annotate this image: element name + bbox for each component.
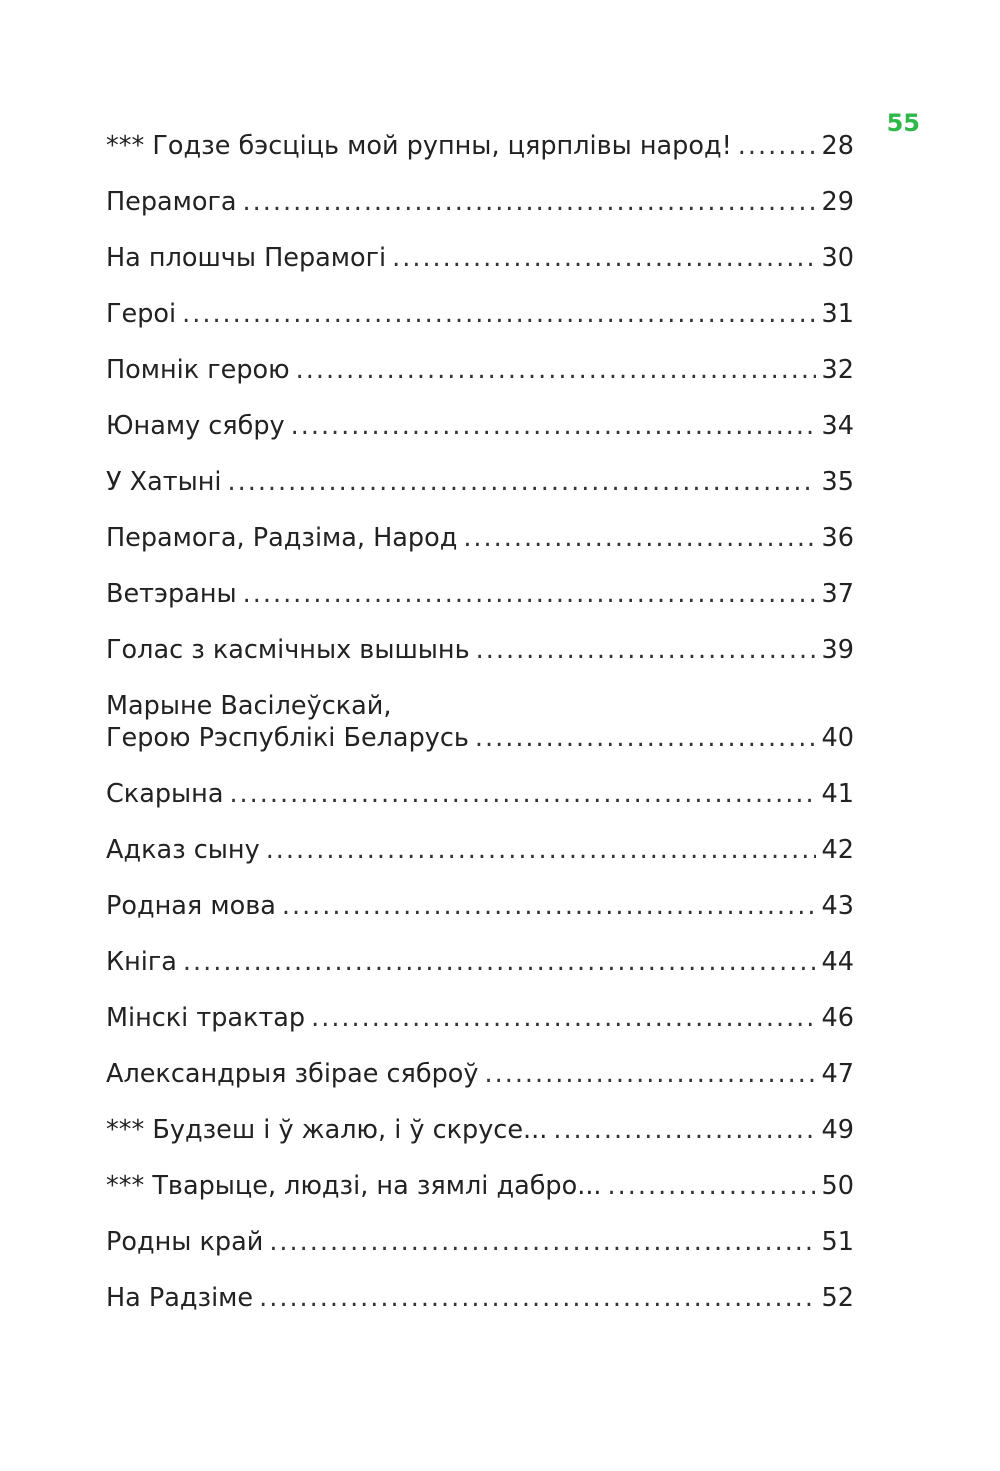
toc-entry-page: 41: [821, 779, 854, 809]
toc-entry-page: 43: [821, 891, 854, 921]
toc-entry[interactable]: [106, 1170, 854, 1202]
toc-entry-title: Ветэраны: [106, 579, 237, 609]
dot-leader: [476, 634, 816, 666]
toc-entry-page: 35: [821, 467, 854, 497]
dot-leader: [229, 778, 815, 810]
toc-entry-title: Кніга: [106, 947, 177, 977]
dot-leader: [475, 722, 816, 754]
toc-entry-page: 50: [821, 1171, 854, 1201]
toc-entry-title: Родны край: [106, 1227, 264, 1257]
toc-entry-page: 44: [821, 947, 854, 977]
dot-leader: [553, 1114, 815, 1146]
toc-entry-title: Юнаму сябру: [106, 411, 285, 441]
toc-entry[interactable]: [106, 410, 854, 442]
toc-entry-page: 39: [821, 635, 854, 665]
toc-entry-page: 31: [821, 299, 854, 329]
dot-leader: [259, 1282, 815, 1314]
dot-leader: [311, 1002, 815, 1034]
dot-leader: [392, 242, 815, 274]
toc-entry-title: Скарына: [106, 779, 224, 809]
toc-entry[interactable]: [106, 522, 854, 554]
toc-entry-title: Родная мова: [106, 891, 276, 921]
toc-entry-title-block: [106, 690, 854, 754]
toc-entry-title: У Хатыні: [106, 467, 222, 497]
toc-entry-title: Помнік герою: [106, 355, 290, 385]
toc-entry-title-row: [106, 722, 854, 754]
toc-entry[interactable]: [106, 578, 854, 610]
toc-entry[interactable]: [106, 298, 854, 330]
toc-entry-title-line2: Герою Рэспублікі Беларусь: [106, 723, 469, 753]
toc-entry[interactable]: [106, 242, 854, 274]
toc-entry-title: *** Будзеш і ў жалю, і ў скрусе...: [106, 1115, 548, 1145]
dot-leader: [738, 130, 816, 162]
toc-entry[interactable]: [106, 834, 854, 866]
toc-entry-page: 30: [821, 243, 854, 273]
toc-entry-title: Александрыя збірае сяброў: [106, 1059, 479, 1089]
toc-entry-page: 46: [821, 1003, 854, 1033]
toc-entry-page: 36: [821, 523, 854, 553]
toc-entry-page: 51: [821, 1227, 854, 1257]
toc-entry[interactable]: [106, 1058, 854, 1090]
dot-leader: [243, 186, 816, 218]
toc-entry-page: 34: [821, 411, 854, 441]
toc-entry[interactable]: [106, 1002, 854, 1034]
toc-entry-title: Перамога: [106, 187, 237, 217]
dot-leader: [243, 578, 816, 610]
toc-entry[interactable]: [106, 354, 854, 386]
toc-entry-page: 49: [821, 1115, 854, 1145]
toc-entry-page: 52: [821, 1283, 854, 1313]
page-number: 55: [886, 109, 920, 137]
toc-entry[interactable]: [106, 1282, 854, 1314]
toc-entry-title: *** Годзе бэсціць мой рупны, цярплівы народ!: [106, 131, 732, 161]
toc-entry-page: 47: [821, 1059, 854, 1089]
dot-leader: [282, 890, 816, 922]
toc-entry[interactable]: [106, 634, 854, 666]
toc-entry[interactable]: [106, 946, 854, 978]
toc-entry-title: Героі: [106, 299, 177, 329]
toc-entry-page: 40: [821, 723, 854, 753]
toc-entry[interactable]: [106, 690, 854, 754]
dot-leader: [228, 466, 816, 498]
toc-entry-page: 42: [821, 835, 854, 865]
table-of-contents: [106, 130, 854, 1338]
dot-leader: [463, 522, 815, 554]
dot-leader: [269, 1226, 815, 1258]
toc-entry-page: 32: [821, 355, 854, 385]
dot-leader: [608, 1170, 816, 1202]
toc-entry-title: Мінскі трактар: [106, 1003, 306, 1033]
toc-entry-page: 29: [821, 187, 854, 217]
dot-leader: [183, 946, 816, 978]
toc-entry-title: Перамога, Радзіма, Народ: [106, 523, 458, 553]
toc-entry[interactable]: [106, 466, 854, 498]
toc-entry[interactable]: [106, 1114, 854, 1146]
toc-entry[interactable]: [106, 778, 854, 810]
dot-leader: [266, 834, 816, 866]
toc-entry-title: На плошчы Перамогі: [106, 243, 387, 273]
toc-entry-title-line1: Марыне Васілеўскай,: [106, 691, 392, 721]
toc-entry[interactable]: [106, 890, 854, 922]
toc-entry-title: Голас з касмічных вышынь: [106, 635, 470, 665]
dot-leader: [485, 1058, 816, 1090]
dot-leader: [291, 410, 816, 442]
dot-leader: [296, 354, 816, 386]
toc-entry-title: Адказ сыну: [106, 835, 260, 865]
toc-entry-page: 28: [821, 131, 854, 161]
toc-entry[interactable]: [106, 130, 854, 162]
toc-entry[interactable]: [106, 186, 854, 218]
toc-entry-page: 37: [821, 579, 854, 609]
dot-leader: [182, 298, 815, 330]
toc-entry[interactable]: [106, 1226, 854, 1258]
toc-entry-title: *** Тварыце, людзі, на зямлі дабро...: [106, 1171, 602, 1201]
toc-entry-title: На Радзіме: [106, 1283, 254, 1313]
